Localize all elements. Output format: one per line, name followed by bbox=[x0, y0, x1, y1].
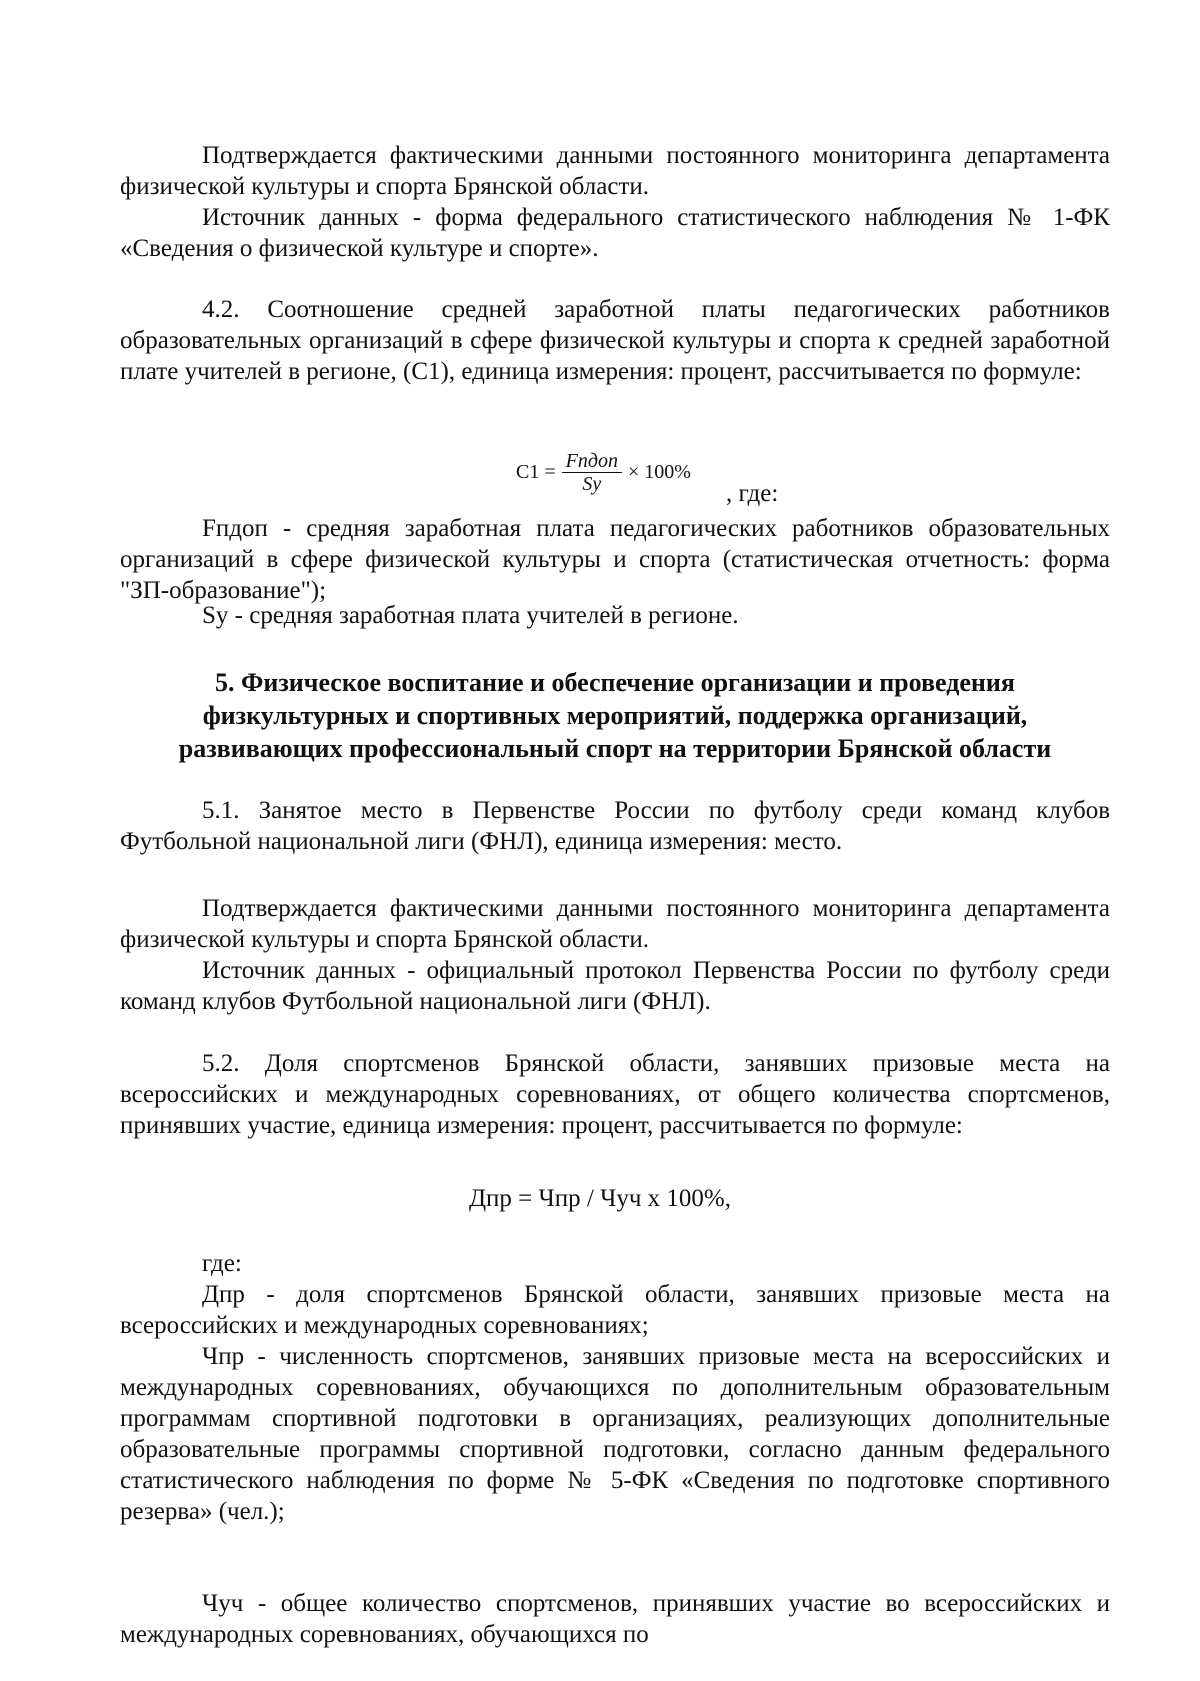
paragraph-5-1: 5.1. Занятое место в Первенстве России по футболу среди команд клубов Футбольной национальной лиги (ФНЛ), единица измерения: место. bbox=[120, 797, 1110, 855]
formula-c1-numerator: Fпдоп bbox=[562, 450, 622, 473]
formula-c1-where: , где: bbox=[726, 480, 779, 507]
paragraph-chpr: Чпр - численность спортсменов, занявших призовые места на всероссийских и международных соревнованиях, обучающихся по дополнительным образовательным программам спортивной подготовки в организациях, реализующих дополнительные образовательные программы спортивной подготовки, согласно данным федерального статистического наблюдения по форме № 5-ФК «Сведения по подготовке спортивного резерва» (чел.); bbox=[120, 1343, 1110, 1525]
formula-dpr: Дпр = Чпр / Чуч х 100%, bbox=[469, 1185, 731, 1212]
paragraph-chuch: Чуч - общее количество спортсменов, принявших участие во всероссийских и международных соревнованиях, обучающихся по bbox=[120, 1590, 1110, 1648]
paragraph-source-2: Источник данных - официальный протокол Первенства России по футболу среди команд клубов Футбольной национальной лиги (ФНЛ). bbox=[120, 957, 1110, 1015]
formula-c1-fraction bbox=[562, 450, 622, 495]
paragraph-sy: Sy - средняя заработная плата учителей в регионе. bbox=[202, 602, 739, 629]
paragraph-fpdop: Fпдоп - средняя заработная плата педагогических работников образовательных организаций в сфере физической культуры и спорта (статистическая отчетность: форма "ЗП-образование"); bbox=[120, 515, 1110, 604]
paragraph-dpr: Дпр - доля спортсменов Брянской области, занявших призовые места на всероссийских и международных соревнованиях; bbox=[120, 1281, 1110, 1339]
formula-c1-denominator: Sy bbox=[582, 472, 602, 495]
formula-c1-rhs: × 100% bbox=[627, 461, 691, 483]
paragraph-4-2: 4.2. Соотношение средней заработной платы педагогических работников образовательных организаций в сфере физической культуры и спорта к средней заработной плате учителей в регионе, (С1), единица измерения: процент, рассчитывается по формуле: bbox=[120, 296, 1110, 385]
paragraph-monitoring-2: Подтверждается фактическими данными постоянного мониторинга департамента физической культуры и спорта Брянской области. bbox=[120, 895, 1110, 953]
paragraph-source-1: Источник данных - форма федерального статистического наблюдения № 1-ФК «Сведения о физической культуре и спорте». bbox=[120, 204, 1110, 262]
paragraph-monitoring-1: Подтверждается фактическими данными постоянного мониторинга департамента физической культуры и спорта Брянской области. bbox=[120, 142, 1110, 200]
formula-c1-lhs: C1 = bbox=[516, 461, 556, 483]
paragraph-where: где: bbox=[202, 1250, 242, 1277]
paragraph-5-2: 5.2. Доля спортсменов Брянской области, занявших призовые места на всероссийских и международных соревнованиях, от общего количества спортсменов, принявших участие, единица измерения: процент, рассчитывается по формуле: bbox=[120, 1050, 1110, 1139]
formula-c1 bbox=[516, 442, 691, 502]
section-5-heading: 5. Физическое воспитание и обеспечение организации и проведения физкультурных и спортивных мероприятий, поддержка организаций, развивающих профессиональный спорт на территории Брянской области bbox=[178, 668, 1052, 763]
